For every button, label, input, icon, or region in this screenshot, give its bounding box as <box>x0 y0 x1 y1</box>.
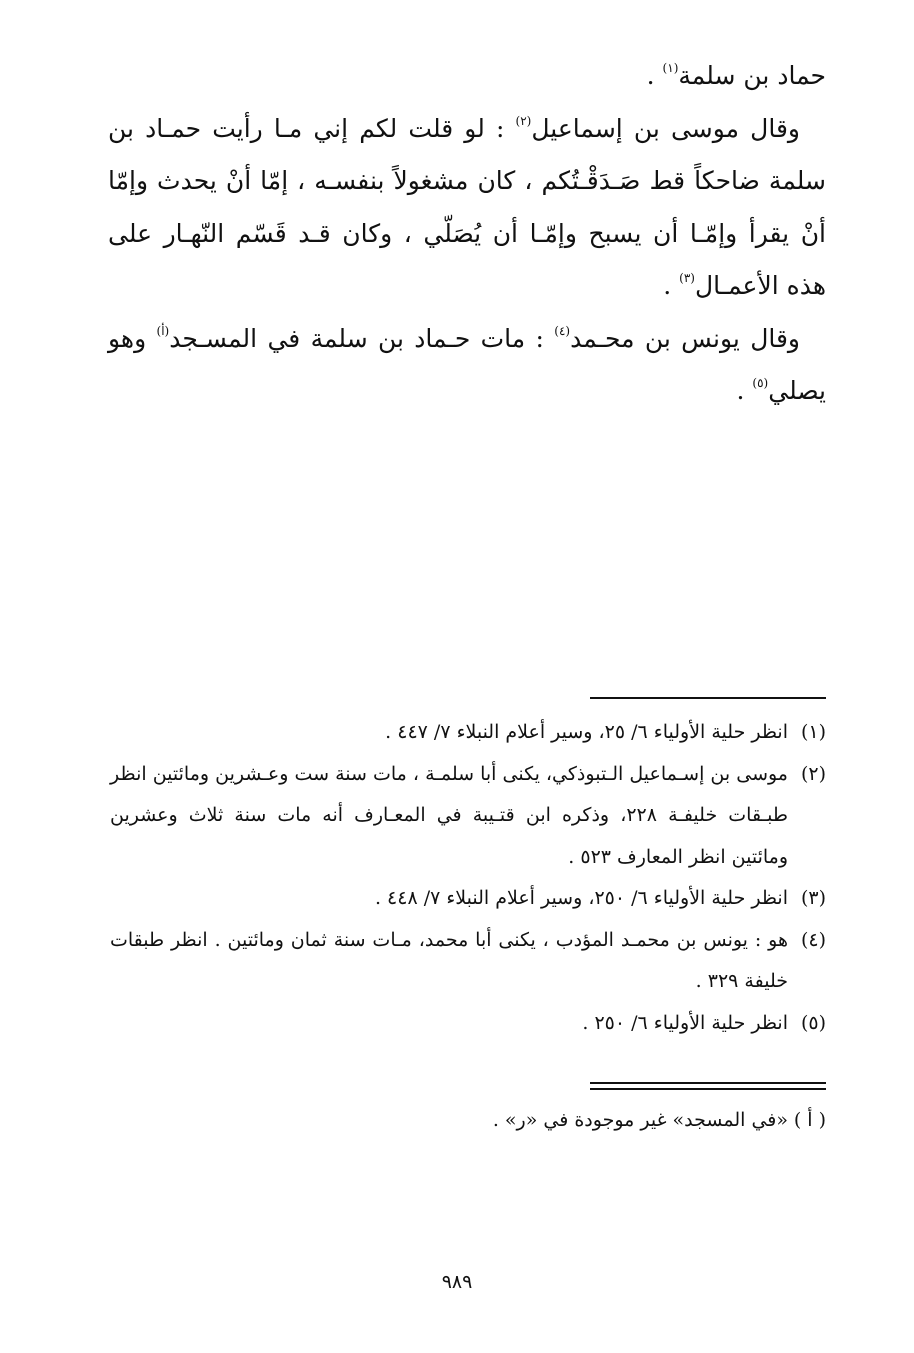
variant-note-label: ( أ ) <box>793 1109 826 1131</box>
divider-line <box>590 1082 826 1084</box>
footnote-item <box>110 920 826 1003</box>
variant-ref-a[interactable]: (أ) <box>156 323 170 338</box>
variant-notes <box>110 1100 826 1140</box>
footnote-item <box>110 754 826 879</box>
text-span: وقال يونس بن محـمد <box>570 323 800 353</box>
footnote-ref-5[interactable]: (٥) <box>752 376 769 390</box>
footnote-text: انظر حلية الأولياء ٦/ ٢٥، وسير أعلام النبلاء ٧/ ٤٤٧ . <box>385 721 788 743</box>
footnote-ref-1[interactable]: (١) <box>662 61 679 75</box>
footnote-number: (١) <box>800 721 826 743</box>
footnote-item <box>110 712 826 754</box>
variant-note-item <box>110 1100 826 1140</box>
divider-line <box>590 1088 826 1090</box>
paragraph-2 <box>108 103 826 313</box>
main-text <box>108 50 826 418</box>
text-span: . <box>736 376 753 405</box>
footnote-ref-4[interactable]: (٤) <box>554 323 571 338</box>
footnote-text: انظر حلية الأولياء ٦/ ٢٥٠ . <box>582 1011 788 1034</box>
paragraph-3 <box>108 313 826 418</box>
page-number: ٩٨٩ <box>441 1271 473 1293</box>
text-span: . <box>646 61 663 90</box>
footnote-item <box>110 878 826 920</box>
footnote-text: موسى بن إسـماعيل الـتبوذكي، يكنى أبا سلمـة ، مات سنة ست وعـشرين ومائتين انظر طبـقات خليفـة ٢٢٨، وذكره ابن قتـيبة في المعـارف أنه مات سنة ثلاث وعشرين ومائتين انظر المعارف ٥٢٣ . <box>110 762 789 868</box>
variant-note-text: «في المسجد» غير موجودة في «ر» . <box>492 1109 788 1131</box>
footnote-item <box>110 1003 826 1045</box>
footnotes <box>110 712 826 1044</box>
text-span: . <box>663 271 680 300</box>
paragraph-1 <box>108 50 826 103</box>
text-span: وقال موسى بن إسماعيل <box>531 113 800 143</box>
footnote-ref-2[interactable]: (٢) <box>515 113 532 128</box>
footnote-divider <box>590 697 826 699</box>
footnote-number: (٤) <box>800 928 826 951</box>
text-span: : لو قلت لكم إني مـا رأيت حمـاد بن سلمة ضاحكاً قط صَـدَقْـتُكم ، كان مشغولاً بنفسـه ، إمّا أنْ يحدث وإمّا أنْ يقرأ وإمّـا أن يسبح وإمّـا أن يُصَلّي ، وكان قـد قَسّم النّهـار على هذه الأعمـال <box>108 113 826 300</box>
footnote-number: (٣) <box>800 887 826 909</box>
text-span: حماد بن سلمة <box>678 61 826 90</box>
text-span: : مات حـماد بن سلمة في المسـجد <box>169 323 555 353</box>
footnote-text: هو : يونس بن محمـد المؤدب ، يكنى أبا محمد، مـات سنة ثمان ومائتين . انظر طبقات خليفة ٣٢٩ . <box>110 928 788 992</box>
footnote-number: (٥) <box>800 1011 826 1034</box>
footnote-text: انظر حلية الأولياء ٦/ ٢٥٠، وسير أعلام النبلاء ٧/ ٤٤٨ . <box>374 887 788 909</box>
footnote-number: (٢) <box>800 762 826 785</box>
text-span: وهو يصلي <box>108 323 826 405</box>
footnote-ref-3[interactable]: (٣) <box>679 271 695 285</box>
